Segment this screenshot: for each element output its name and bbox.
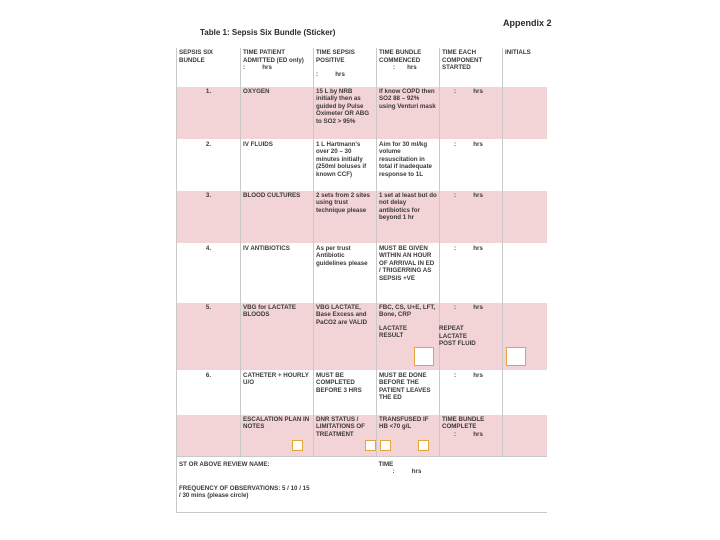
header-component-started: TIME EACH COMPONENT STARTED — [440, 48, 503, 86]
header-sepsis-six: SEPSIS SIX BUNDLE — [177, 48, 241, 86]
review-row — [177, 456, 547, 478]
transfused-label: TRANSFUSED IF HB <70 g/L — [379, 415, 429, 431]
row-number: 3. — [177, 190, 241, 243]
header-time-admitted-label: TIME PATIENT ADMITTED (ED only) — [243, 49, 304, 64]
escalation-cell — [241, 414, 314, 456]
row-initials — [503, 86, 547, 139]
row-time: : hrs — [440, 86, 503, 139]
appendix-label: Appendix 2 — [503, 18, 552, 28]
frequency-row — [177, 478, 547, 512]
review-time-label: TIME — [378, 460, 394, 468]
table-row — [177, 190, 547, 243]
bundle-complete-cell — [440, 414, 503, 456]
row-number: 5. — [177, 302, 241, 370]
row-detail: As per trust Antibiotic guidelines please — [314, 243, 377, 302]
row-note — [377, 302, 440, 370]
transfused-cell — [377, 414, 440, 456]
row-detail: MUST BE COMPLETED BEFORE 3 HRS — [314, 370, 377, 414]
row-initials — [503, 370, 547, 414]
table-row — [177, 243, 547, 302]
header-time-positive-value: : hrs — [316, 71, 345, 79]
row-time: : hrs — [440, 370, 503, 414]
row-initials — [503, 190, 547, 243]
review-time-cell — [377, 456, 547, 478]
transfused-checkbox[interactable] — [380, 440, 391, 451]
table-title: Table 1: Sepsis Six Bundle (Sticker) — [200, 28, 336, 37]
row-initials — [503, 302, 547, 370]
table-row — [177, 302, 547, 370]
repeat-lactate-label: REPEAT LACTATE POST FLUID — [439, 325, 476, 348]
row-name: CATHETER + HOURLY U/O — [241, 370, 314, 414]
row-initials — [503, 139, 547, 190]
row-note: MUST BE DONE BEFORE THE PATIENT LEAVES THE ED — [377, 370, 440, 414]
dnr-label: DNR STATUS / LIMITATIONS OF TREATMENT — [316, 415, 365, 438]
lactate-result-checkbox[interactable] — [414, 347, 434, 366]
row-note: 1 set at least but do not delay antibiotics for beyond 1 hr — [377, 190, 440, 243]
row-number: 1. — [177, 86, 241, 139]
header-time-positive — [314, 48, 377, 86]
row-initials — [503, 243, 547, 302]
bundle-complete-time: : hrs — [454, 430, 483, 438]
row-name: BLOOD CULTURES — [241, 190, 314, 243]
header-time-commenced-label: TIME BUNDLE COMMENCED — [379, 49, 422, 64]
escalation-initials — [503, 414, 547, 456]
repeat-lactate-checkbox[interactable] — [506, 347, 526, 366]
dnr-cell — [314, 414, 377, 456]
frequency-label: FREQUENCY OF OBSERVATIONS: 5 / 10 / 15 / 30 mins (please circle) — [177, 478, 314, 512]
row-detail: 1 L Hartmann's over 20 – 30 minutes initially (250ml boluses if known CCF) — [314, 139, 377, 190]
table-row — [177, 370, 547, 414]
header-initials: INITIALS — [503, 48, 547, 86]
dnr-checkbox[interactable] — [365, 440, 376, 451]
header-time-commenced — [377, 48, 440, 86]
row-name: IV ANTIBIOTICS — [241, 243, 314, 302]
escalation-empty-cell — [177, 414, 241, 456]
row-number: 4. — [177, 243, 241, 302]
header-time-positive-label: TIME SEPSIS POSITIVE — [316, 49, 355, 64]
row-time: : hrs — [440, 243, 503, 302]
bundle-complete-label: TIME BUNDLE COMPLETE — [442, 415, 485, 431]
header-time-commenced-value: : hrs — [393, 64, 417, 72]
header-time-admitted-value: : hrs — [243, 64, 272, 72]
row-time-value: : hrs — [454, 303, 483, 311]
header-time-admitted — [241, 48, 314, 86]
row-detail: 15 L by NRB initially then as guided by Pulse Oximeter OR ABG to SO2 > 95% — [314, 86, 377, 139]
row-detail: VBG LACTATE, Base Excess and PaCO2 are VALID — [314, 302, 377, 370]
lactate-result-label: LACTATE RESULT — [379, 324, 407, 340]
table-row — [177, 86, 547, 139]
transfused-result-checkbox[interactable] — [418, 440, 429, 451]
escalation-row — [177, 414, 547, 456]
row-note: If know COPD then SO2 88 – 92% using Venturi mask — [377, 86, 440, 139]
escalation-checkbox[interactable] — [292, 440, 303, 451]
review-time-value: : hrs — [392, 468, 422, 476]
row-note: MUST BE GIVEN WITHIN AN HOUR OF ARRIVAL IN ED / TRIGERRING AS SEPSIS +VE — [377, 243, 440, 302]
row-note-text: FBC, CS, U+E, LFT, Bone, CRP — [379, 303, 436, 319]
row-detail: 2 sets from 2 sites using trust technique please — [314, 190, 377, 243]
frequency-empty-cell — [314, 478, 547, 512]
row-time — [440, 302, 503, 370]
table-row — [177, 139, 547, 190]
row-name: OXYGEN — [241, 86, 314, 139]
row-name: IV FLUIDS — [241, 139, 314, 190]
sepsis-six-table — [176, 48, 547, 513]
row-number: 6. — [177, 370, 241, 414]
row-number: 2. — [177, 139, 241, 190]
row-time: : hrs — [440, 190, 503, 243]
review-label: ST OR ABOVE REVIEW NAME: — [177, 456, 377, 478]
escalation-label: ESCALATION PLAN IN NOTES — [243, 415, 310, 431]
row-name: VBG for LACTATE BLOODS — [241, 302, 314, 370]
row-note: Aim for 30 ml/kg volume resuscitation in total if inadequate response to 1L — [377, 139, 440, 190]
header-row — [177, 48, 547, 86]
row-time: : hrs — [440, 139, 503, 190]
